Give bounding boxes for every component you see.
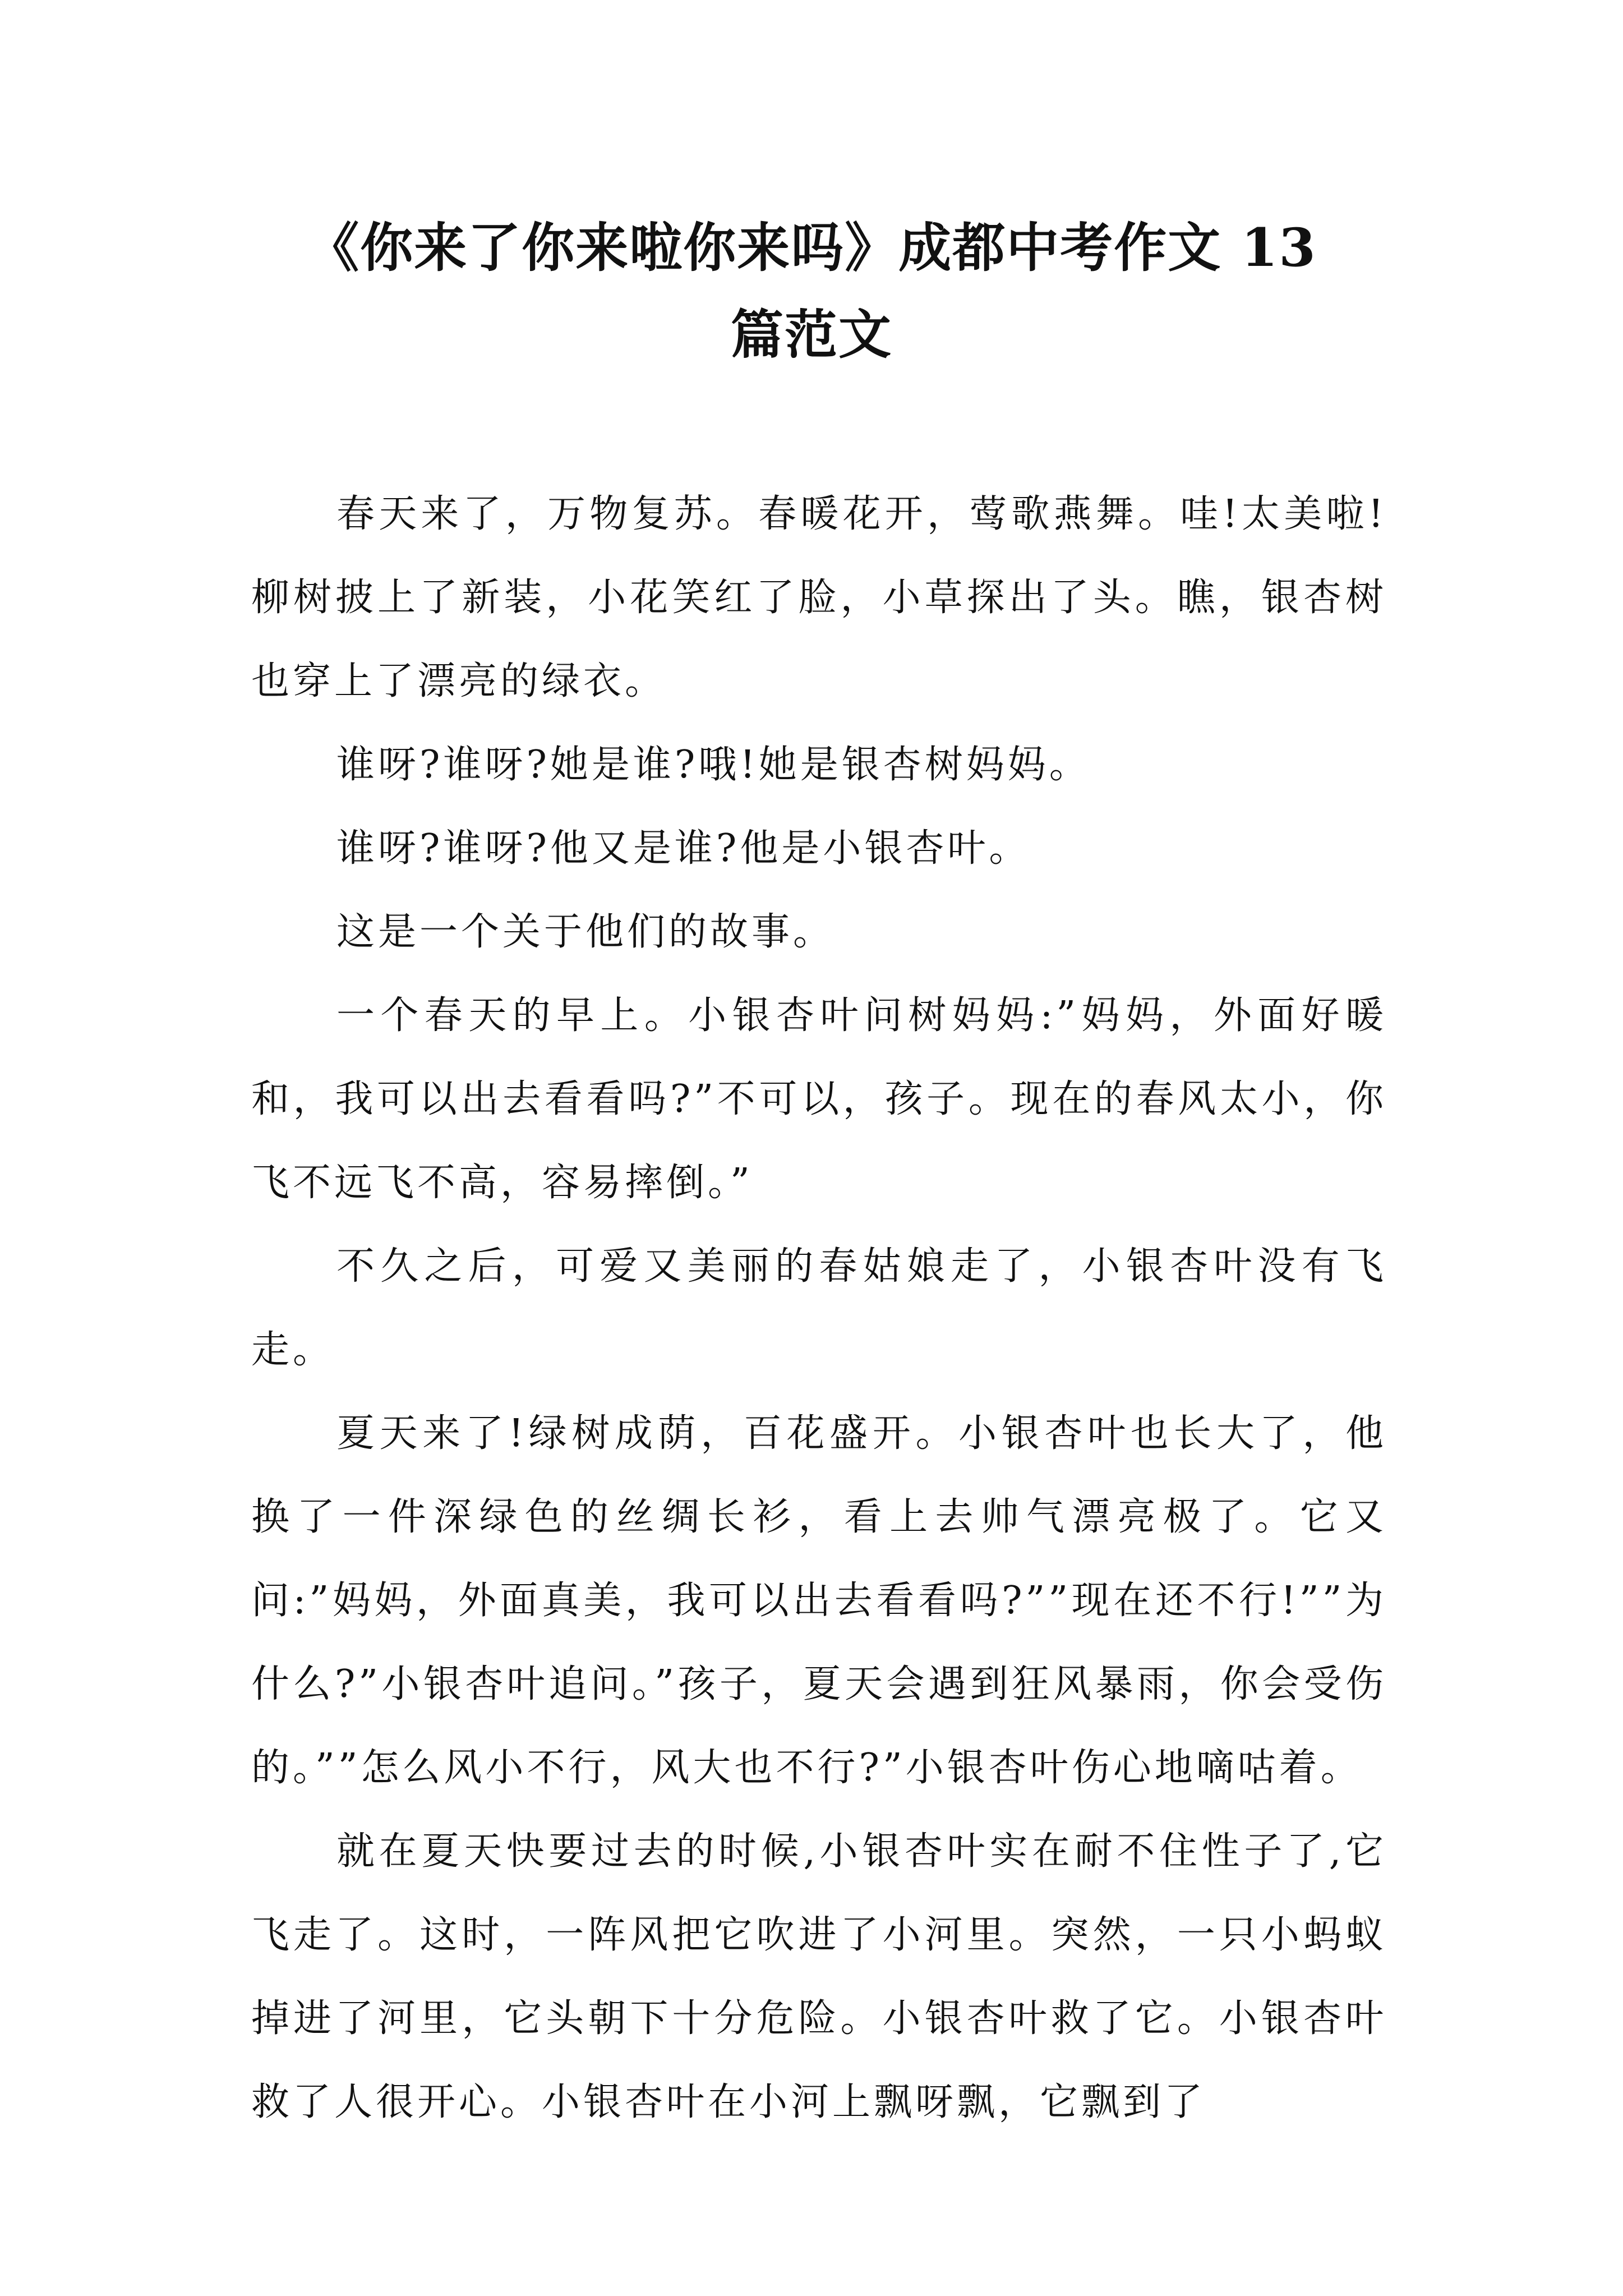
paragraph: 夏天来了!绿树成荫，百花盛开。小银杏叶也长大了，他换了一件深绿色的丝绸长衫，看上去帅气漂亮极了。它又问:”妈妈，外面真美，我可以出去看看吗?””现在还不行!””为什么?”小银杏叶追问。”孩子，夏天会遇到狂风暴雨，你会受伤的。””怎么风小不行，风大也不行?”小银杏叶伤心地嘀咕着。: [251, 1411, 1387, 1790]
document-title-line-2: 篇范文: [730, 304, 892, 366]
paragraph: 不久之后，可爱又美丽的春姑娘走了，小银杏叶没有飞走。: [251, 1244, 1387, 1372]
paragraph: 一个春天的早上。小银杏叶问树妈妈:”妈妈，外面好暖和，我可以出去看看吗?”不可以，孩子。现在的春风太小，你飞不远飞不高，容易摔倒。”: [251, 993, 1387, 1205]
paragraph: 谁呀?谁呀?他又是谁?他是小银杏叶。: [336, 826, 1031, 871]
paragraph: 就在夏天快要过去的时候,小银杏叶实在耐不住性子了,它飞走了。这时，一阵风把它吹进了小河里。突然，一只小蚂蚁掉进了河里，它头朝下十分危险。小银杏叶救了它。小银杏叶救了人很开心。小银杏叶在小河上飘呀飘，它飘到了: [251, 1829, 1387, 2124]
document-body: [251, 472, 1387, 2144]
document-title-line-1: 《你来了你来啦你来吗》成都中考作文 13: [306, 217, 1317, 279]
paragraph: 春天来了，万物复苏。春暖花开，莺歌燕舞。哇!太美啦!柳树披上了新装，小花笑红了脸，小草探出了头。瞧，银杏树也穿上了漂亮的绿衣。: [251, 492, 1387, 703]
document-title: [213, 205, 1410, 379]
paragraph: 谁呀?谁呀?她是谁?哦!她是银杏树妈妈。: [336, 743, 1091, 787]
paragraph: 这是一个关于他们的故事。: [336, 910, 835, 954]
